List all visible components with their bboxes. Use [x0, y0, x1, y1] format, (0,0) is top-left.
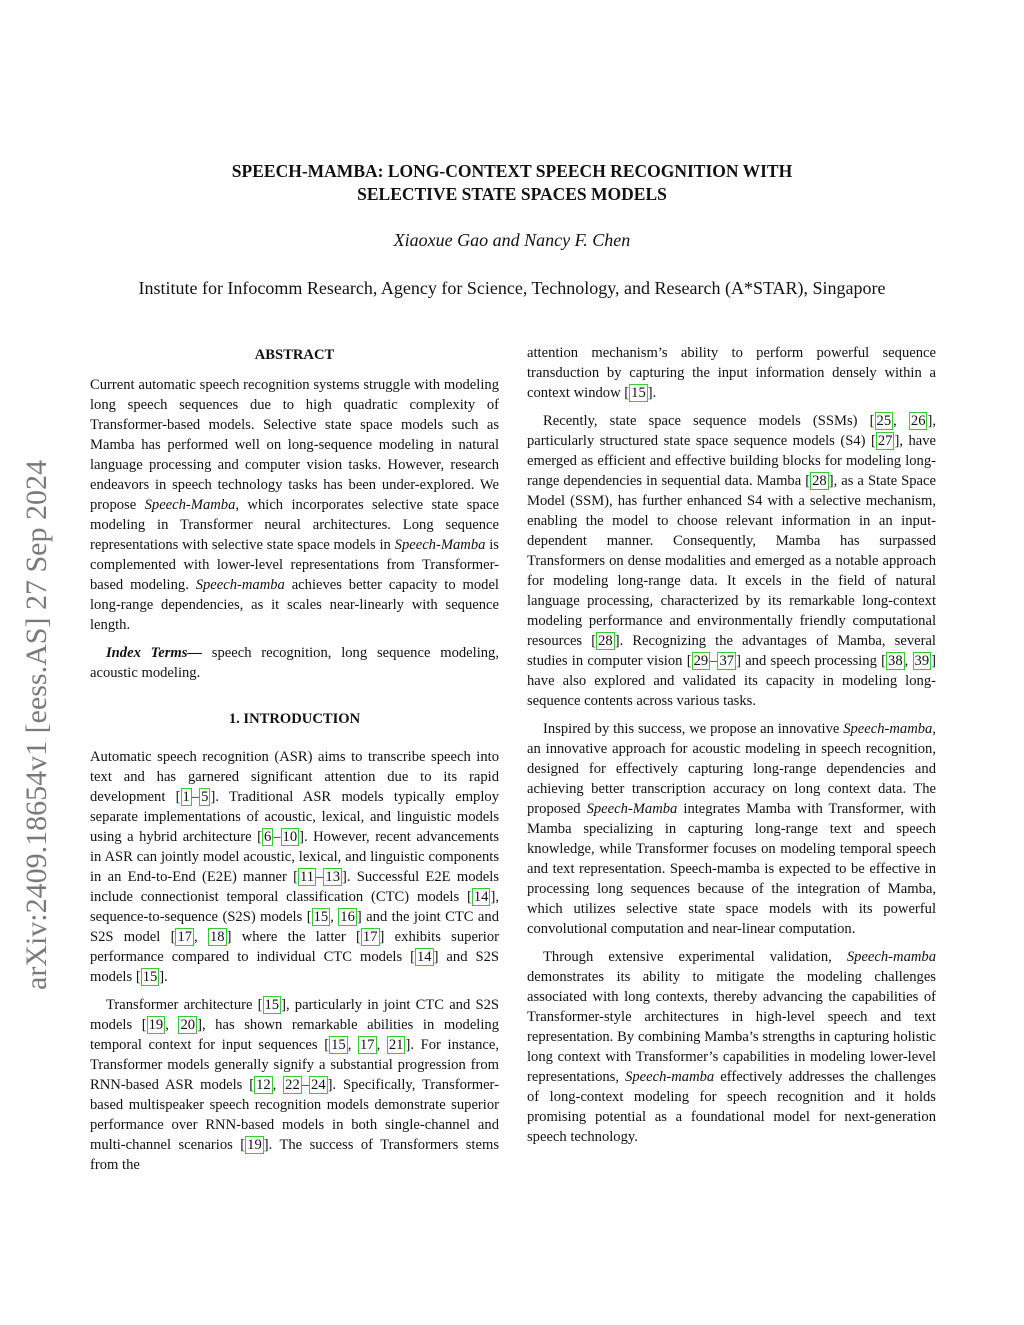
paragraph-text: .: [164, 969, 168, 985]
paragraph-text: integrates Mamba with Transformer, with Mamba specializing in capturing long-range text and speech knowledge, while Transformer focuses on modeling temporal speech and text representation. Speech-mamba is expected to be effective in processing long sequences because of the integration of Mamba, which utilizes selective state space models with its powerful convolutional computation and near-linear computation.: [527, 801, 936, 937]
citation-link[interactable]: [ 11 – 13 ]: [293, 869, 347, 885]
paragraph-text: Recently, state space sequence models (SSMs): [543, 413, 870, 429]
intro-paragraph-4: [527, 411, 936, 711]
arxiv-identifier[interactable]: arXiv:2409.18654v1 [eess.AS] 27 Sep 2024: [20, 460, 53, 990]
affiliation: Institute for Infocomm Research, Agency for Science, Technology, and Research (A*STAR), Singapore: [138, 278, 886, 298]
paragraph-text: Transformer architecture: [106, 997, 258, 1013]
abstract-term-1: Speech-Mamba: [144, 497, 236, 513]
intro-paragraph-6: [527, 947, 936, 1147]
paragraph-text: and speech processing: [740, 653, 882, 669]
paragraph-text: . Specifically, Transformer-based multispeaker speech recognition models demonstrate superior performance over RNN-based models in both single-channel and multi-channel scenarios: [90, 1077, 499, 1153]
paragraph-text: Inspired by this success, we propose an innovative: [543, 721, 844, 737]
index-terms-label: Index Terms—: [106, 645, 203, 661]
italic-term: Speech-mamba: [843, 721, 933, 737]
index-terms: [90, 643, 499, 683]
citation-link[interactable]: [ 29 – 37 ]: [686, 653, 741, 669]
paragraph-text: attention mechanism’s ability to perform powerful sequence transduction by capturing the input information densely within a context window: [527, 345, 936, 401]
paragraph-text: , has shown remarkable abilities in modeling temporal context for input sequences: [90, 1017, 499, 1053]
citation-link[interactable]: [ 27 ]: [870, 433, 900, 449]
index-terms-text: speech recognition, long sequence modeling, acoustic modeling.: [90, 645, 499, 681]
paragraph-text: , as a State Space Model (SSM), has further enhanced S4 with a selective mechanism, enabling the model to choose relevant information in an input-dependent manner. Consequently, Mamba has surpassed Transformers on dense modalities and emerged as a notable approach for modeling long-range data. It excels in the field of natural language processing, characterized by its remarkable long-context modeling performance and environmentally friendly computational resources: [527, 473, 936, 649]
paragraph-text: Through extensive experimental validation,: [543, 949, 847, 965]
paragraph-text: exhibits superior performance compared to individual CTC models: [90, 929, 499, 965]
citation-link[interactable]: [ 17 ]: [356, 929, 385, 945]
citation-link[interactable]: [ 14 ]: [410, 949, 439, 965]
citation-link[interactable]: [ 17 , 18 ]: [170, 929, 232, 945]
intro-paragraph-1: [90, 747, 499, 987]
intro-paragraph-5: [527, 719, 936, 939]
citation-link[interactable]: [ 15 , 17 , 21 ]: [324, 1037, 411, 1053]
paragraph-text: and S2S models: [90, 949, 499, 985]
paragraph-text: Automatic speech recognition (ASR) aims to transcribe speech into text and has garnered significant attention due to its rapid development: [90, 749, 499, 805]
paragraph-text: . Traditional ASR models typically employ separate implementations of acoustic, lexical, and linguistic models using a hybrid architecture: [90, 789, 500, 845]
citation-link[interactable]: [ 19 ]: [240, 1137, 269, 1153]
paragraph-text: . However, recent advancements in ASR can jointly model acoustic, lexical, and linguistic components in an End-to-End (E2E) manner: [90, 829, 499, 885]
abstract-text-1: Current automatic speech recognition systems struggle with modeling long speech sequences due to high quadratic complexity of Transformer-based models. Selective state space models such as Mamba has performed well on long-sequence modeling in natural language processing and computer vision tasks. However, research endeavors in speech technology tasks has been under-explored. We propose: [90, 377, 499, 513]
paragraph-text: where the latter: [231, 929, 357, 945]
paragraph-text: . The success of Transformers stems from the: [90, 1137, 499, 1173]
citation-link[interactable]: [ 1 – 5 ]: [175, 789, 216, 805]
citation-link[interactable]: [ 6 – 10 ]: [257, 829, 304, 845]
citation-link[interactable]: [ 28 ]: [591, 633, 620, 649]
citation-link[interactable]: [ 15 ]: [257, 997, 286, 1013]
abstract-term-2: Speech-Mamba: [394, 537, 486, 553]
paragraph-text: . For instance, Transformer models generally signify a substantial progression from RNN-based ASR models: [90, 1037, 500, 1093]
paragraph-text: , particularly structured state space sequence models (S4): [527, 413, 937, 449]
paper-title: [92, 160, 932, 206]
paragraph-text: demonstrates its ability to mitigate the modeling challenges associated with long contexts, thereby advancing the capabilities of Transformer-style architectures in high-level speech and text representation. By combining Mamba’s strengths in capturing holistic long context with Transformer’s capabilities in modeling lower-level representations,: [527, 969, 936, 1085]
italic-term: Speech-Mamba: [586, 801, 678, 817]
intro-paragraph-3: [527, 343, 936, 403]
paragraph-text: , particularly in joint CTC and S2S models: [90, 997, 499, 1033]
title-line-2: SELECTIVE STATE SPACES MODELS: [357, 184, 667, 204]
abstract-heading: ABSTRACT: [254, 347, 335, 363]
left-column: [90, 343, 499, 1183]
abstract-term-3: Speech-mamba: [195, 577, 285, 593]
italic-term: Speech-mamba: [625, 1069, 715, 1085]
intro-paragraph-2: [90, 995, 499, 1175]
citation-link[interactable]: [ 28 ]: [805, 473, 834, 489]
paragraph-text: . Recognizing the advantages of Mamba, several studies in computer vision: [527, 633, 936, 669]
citation-link[interactable]: [ 15 ]: [135, 969, 165, 985]
citation-link[interactable]: [ 14 ]: [467, 889, 496, 905]
citation-link[interactable]: [ 19 , 20 ]: [141, 1017, 202, 1033]
abstract-text-2: , which incorporates selective state space modeling in Transformer neural architectures. Long sequence representations with selective state space models in: [90, 497, 499, 553]
paragraph-text: . Successful E2E models include connectionist temporal classification (CTC) models: [90, 869, 500, 905]
paragraph-text: have also explored and validated its capacity in modeling long-sequence contents across various tasks.: [527, 673, 936, 709]
intro-heading: 1. INTRODUCTION: [228, 711, 361, 727]
citation-link[interactable]: [ 15 , 16 ]: [306, 909, 362, 925]
citation-link[interactable]: [ 12 , 22 – 24 ]: [249, 1077, 333, 1093]
title-line-1: SPEECH-MAMBA: LONG-CONTEXT SPEECH RECOGNITION WITH: [231, 161, 793, 181]
right-column: [527, 343, 936, 1155]
paragraph-text: and the joint CTC and S2S model: [90, 909, 500, 945]
citation-link[interactable]: [ 38 , 39 ]: [881, 653, 936, 669]
paragraph-text: effectively addresses the challenges of long-context modeling for speech recognition and it holds promising potential as a foundational model for next-generation speech technology.: [527, 1069, 937, 1145]
authors: Xiaoxue Gao and Nancy F. Chen: [393, 230, 631, 250]
abstract-text-3: is complemented with lower-level representations from Transformer-based modeling.: [90, 537, 499, 593]
citation-link[interactable]: [ 25 , 26 ]: [869, 413, 933, 429]
citation-link[interactable]: [ 15 ]: [624, 385, 653, 401]
paragraph-text: .: [652, 385, 657, 401]
paragraph-text: , sequence-to-sequence (S2S) models: [90, 889, 499, 925]
paragraph-text: , an innovative approach for acoustic modeling in speech recognition, designed for effectively capturing long-range dependencies and achieving better transcription accuracy on long context data. The proposed: [527, 721, 936, 817]
paragraph-text: , have emerged as efficient and effective building blocks for modeling long-range dependencies in sequential data. Mamba: [527, 433, 936, 489]
italic-term: Speech-mamba: [846, 949, 936, 965]
abstract-body: [90, 375, 499, 635]
abstract-text-4: achieves better capacity to model long-range dependencies, as it scales near-linearly with sequence length.: [90, 577, 499, 633]
